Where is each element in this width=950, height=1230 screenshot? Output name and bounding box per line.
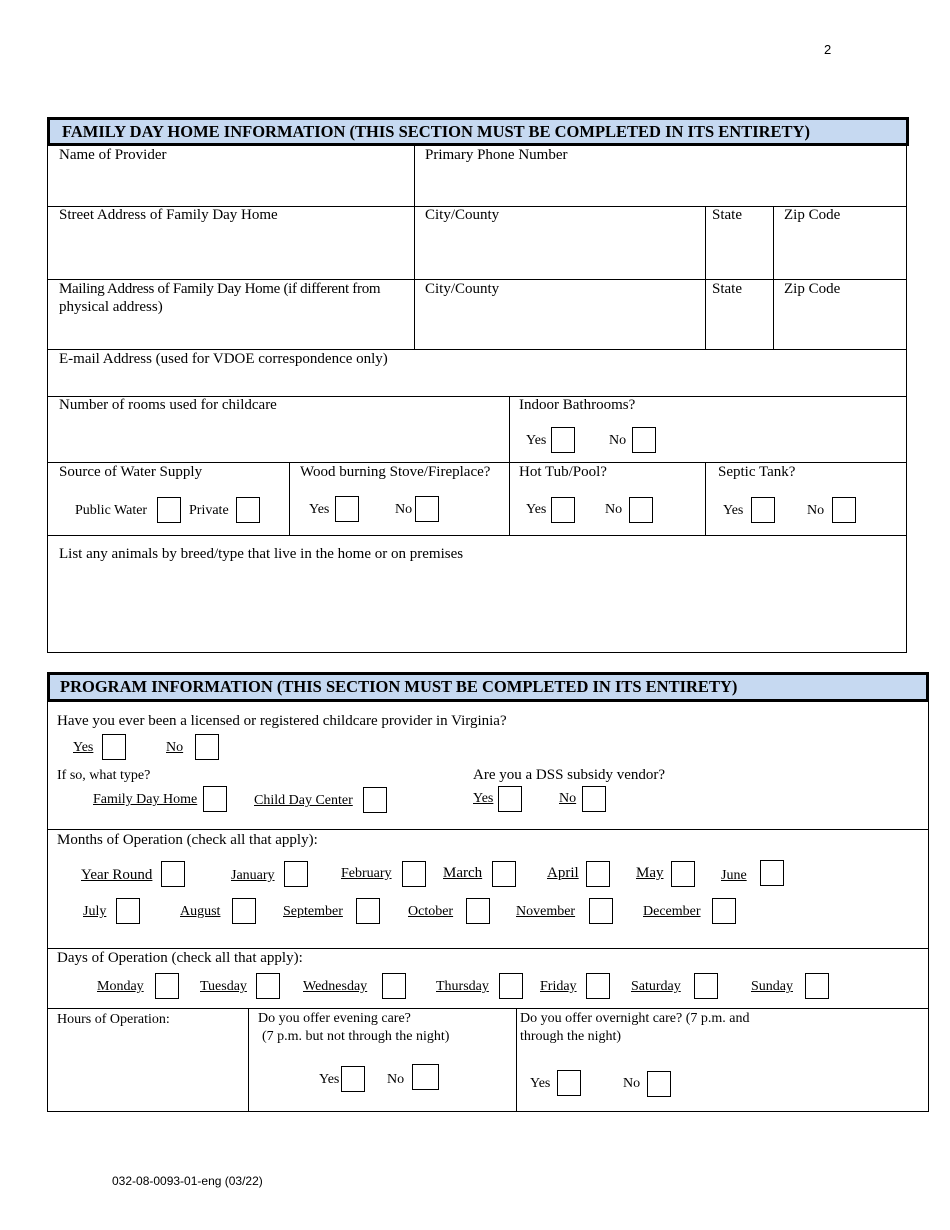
- col-divider: [705, 206, 706, 349]
- day-checkbox-sunday[interactable]: [805, 973, 829, 999]
- septic-tank-label: Septic Tank?: [718, 464, 796, 480]
- evening-yes-checkbox[interactable]: [341, 1066, 365, 1092]
- row-divider: [47, 1008, 929, 1009]
- hot-tub-yes-label: Yes: [526, 502, 547, 517]
- day-checkbox-thursday[interactable]: [499, 973, 523, 999]
- month-label-august: August: [180, 904, 221, 919]
- row-divider: [47, 535, 907, 536]
- month-checkbox-october[interactable]: [466, 898, 490, 924]
- dss-no-label: No: [559, 791, 577, 806]
- overnight-no-label: No: [623, 1076, 641, 1091]
- evening-no-checkbox[interactable]: [412, 1064, 439, 1090]
- email-label: E-mail Address (used for VDOE correspondence only): [59, 351, 388, 367]
- table-border-left: [47, 702, 48, 1112]
- overnight-no-checkbox[interactable]: [647, 1071, 671, 1097]
- col-divider: [705, 462, 706, 535]
- evening-care-question-cont: (7 p.m. but not through the night): [262, 1029, 450, 1044]
- primary-phone-label: Primary Phone Number: [425, 147, 568, 163]
- col-divider: [414, 146, 415, 349]
- month-checkbox-november[interactable]: [589, 898, 613, 924]
- month-label-february: February: [341, 866, 392, 881]
- section-header: PROGRAM INFORMATION (THIS SECTION MUST BE COMPLETED IN ITS ENTIRETY): [47, 672, 929, 702]
- month-checkbox-january[interactable]: [284, 861, 308, 887]
- dss-question: Are you a DSS subsidy vendor?: [473, 767, 666, 783]
- month-label-june: June: [721, 868, 747, 883]
- col-divider: [516, 1008, 517, 1111]
- dss-no-checkbox[interactable]: [582, 786, 606, 812]
- licensed-yes-label: Yes: [73, 740, 94, 755]
- mailing-address-label-cont: physical address): [59, 299, 163, 315]
- private-checkbox[interactable]: [236, 497, 260, 523]
- mailing-city-county-label: City/County: [425, 281, 500, 297]
- month-label-october: October: [408, 904, 454, 919]
- month-label-november: November: [516, 904, 576, 919]
- animals-label: List any animals by breed/type that live in the home or on premises: [59, 546, 464, 562]
- month-label-year-round: Year Round: [81, 867, 153, 883]
- hot-tub-no-label: No: [605, 502, 623, 517]
- septic-yes-checkbox[interactable]: [751, 497, 775, 523]
- family-day-home-label: Family Day Home: [93, 792, 198, 807]
- day-checkbox-wednesday[interactable]: [382, 973, 406, 999]
- day-label-sunday: Sunday: [751, 979, 793, 994]
- month-checkbox-july[interactable]: [116, 898, 140, 924]
- mailing-zip-label: Zip Code: [784, 281, 841, 297]
- evening-no-label: No: [387, 1072, 405, 1087]
- col-divider: [509, 396, 510, 535]
- overnight-care-question: Do you offer overnight care? (7 p.m. and: [520, 1011, 750, 1026]
- month-checkbox-june[interactable]: [760, 860, 784, 886]
- month-checkbox-march[interactable]: [492, 861, 516, 887]
- bathrooms-no-label: No: [609, 433, 627, 448]
- month-label-april: April: [547, 865, 579, 881]
- day-label-saturday: Saturday: [631, 979, 681, 994]
- state-label: State: [712, 207, 742, 223]
- months-title: Months of Operation (check all that apply):: [57, 832, 318, 848]
- day-checkbox-friday[interactable]: [586, 973, 610, 999]
- septic-no-label: No: [807, 503, 825, 518]
- hot-tub-yes-checkbox[interactable]: [551, 497, 575, 523]
- month-checkbox-august[interactable]: [232, 898, 256, 924]
- month-checkbox-february[interactable]: [402, 861, 426, 887]
- overnight-yes-label: Yes: [530, 1076, 551, 1091]
- month-label-september: September: [283, 904, 343, 919]
- day-label-friday: Friday: [540, 979, 577, 994]
- licensed-question: Have you ever been a licensed or registered childcare provider in Virginia?: [57, 713, 507, 729]
- day-checkbox-monday[interactable]: [155, 973, 179, 999]
- wood-stove-yes-label: Yes: [309, 502, 330, 517]
- wood-stove-yes-checkbox[interactable]: [335, 496, 359, 522]
- bathrooms-yes-checkbox[interactable]: [551, 427, 575, 453]
- provider-name-label: Name of Provider: [59, 147, 167, 163]
- month-label-july: July: [83, 904, 107, 919]
- days-title: Days of Operation (check all that apply):: [57, 950, 303, 966]
- col-divider: [248, 1008, 249, 1111]
- day-label-wednesday: Wednesday: [303, 979, 368, 994]
- hours-of-operation-label: Hours of Operation:: [57, 1012, 170, 1027]
- public-water-checkbox[interactable]: [157, 497, 181, 523]
- septic-yes-label: Yes: [723, 503, 744, 518]
- city-county-label: City/County: [425, 207, 500, 223]
- col-divider: [773, 206, 774, 349]
- table-border-left: [47, 146, 48, 653]
- day-label-thursday: Thursday: [436, 979, 489, 994]
- month-checkbox-december[interactable]: [712, 898, 736, 924]
- row-divider: [47, 1111, 929, 1112]
- table-border-right: [906, 146, 907, 653]
- public-water-label: Public Water: [75, 503, 148, 518]
- day-checkbox-tuesday[interactable]: [256, 973, 280, 999]
- if-so-type-label: If so, what type?: [57, 768, 151, 783]
- bathrooms-yes-label: Yes: [526, 433, 547, 448]
- month-label-january: January: [231, 868, 275, 883]
- rooms-label: Number of rooms used for childcare: [59, 397, 277, 413]
- wood-stove-no-label: No: [395, 502, 413, 517]
- mailing-address-label: Mailing Address of Family Day Home (if different from: [59, 281, 381, 297]
- month-checkbox-april[interactable]: [586, 861, 610, 887]
- form-number-footer: 032-08-0093-01-eng (03/22): [112, 1174, 263, 1188]
- col-divider: [289, 462, 290, 535]
- overnight-care-question-cont: through the night): [520, 1029, 622, 1044]
- section-header: FAMILY DAY HOME INFORMATION (THIS SECTION MUST BE COMPLETED IN ITS ENTIRETY): [47, 117, 909, 146]
- bathrooms-no-checkbox[interactable]: [632, 427, 656, 453]
- mailing-state-label: State: [712, 281, 742, 297]
- month-label-march: March: [443, 865, 483, 881]
- page-number: 2: [824, 42, 832, 57]
- street-address-label: Street Address of Family Day Home: [59, 207, 278, 223]
- month-checkbox-may[interactable]: [671, 861, 695, 887]
- day-checkbox-saturday[interactable]: [694, 973, 718, 999]
- day-label-monday: Monday: [97, 979, 144, 994]
- row-divider: [47, 652, 907, 653]
- table-border-right: [928, 702, 929, 1112]
- day-label-tuesday: Tuesday: [200, 979, 247, 994]
- wood-stove-label: Wood burning Stove/Fireplace?: [300, 464, 491, 480]
- overnight-yes-checkbox[interactable]: [557, 1070, 581, 1096]
- family-day-home-checkbox[interactable]: [203, 786, 227, 812]
- month-label-december: December: [643, 904, 701, 919]
- child-day-center-checkbox[interactable]: [363, 787, 387, 813]
- private-label: Private: [189, 503, 229, 518]
- evening-yes-label: Yes: [319, 1072, 340, 1087]
- evening-care-question: Do you offer evening care?: [258, 1011, 411, 1026]
- water-supply-label: Source of Water Supply: [59, 464, 203, 480]
- licensed-yes-checkbox[interactable]: [102, 734, 126, 760]
- row-divider: [47, 829, 929, 830]
- zip-code-label: Zip Code: [784, 207, 841, 223]
- hot-tub-label: Hot Tub/Pool?: [519, 464, 607, 480]
- dss-yes-checkbox[interactable]: [498, 786, 522, 812]
- septic-no-checkbox[interactable]: [832, 497, 856, 523]
- month-checkbox-september[interactable]: [356, 898, 380, 924]
- wood-stove-no-checkbox[interactable]: [415, 496, 439, 522]
- licensed-no-checkbox[interactable]: [195, 734, 219, 760]
- month-label-may: May: [636, 865, 664, 881]
- child-day-center-label: Child Day Center: [254, 793, 353, 808]
- dss-yes-label: Yes: [473, 791, 494, 806]
- month-checkbox-year-round[interactable]: [161, 861, 185, 887]
- indoor-bathrooms-label: Indoor Bathrooms?: [519, 397, 636, 413]
- hot-tub-no-checkbox[interactable]: [629, 497, 653, 523]
- licensed-no-label: No: [166, 740, 184, 755]
